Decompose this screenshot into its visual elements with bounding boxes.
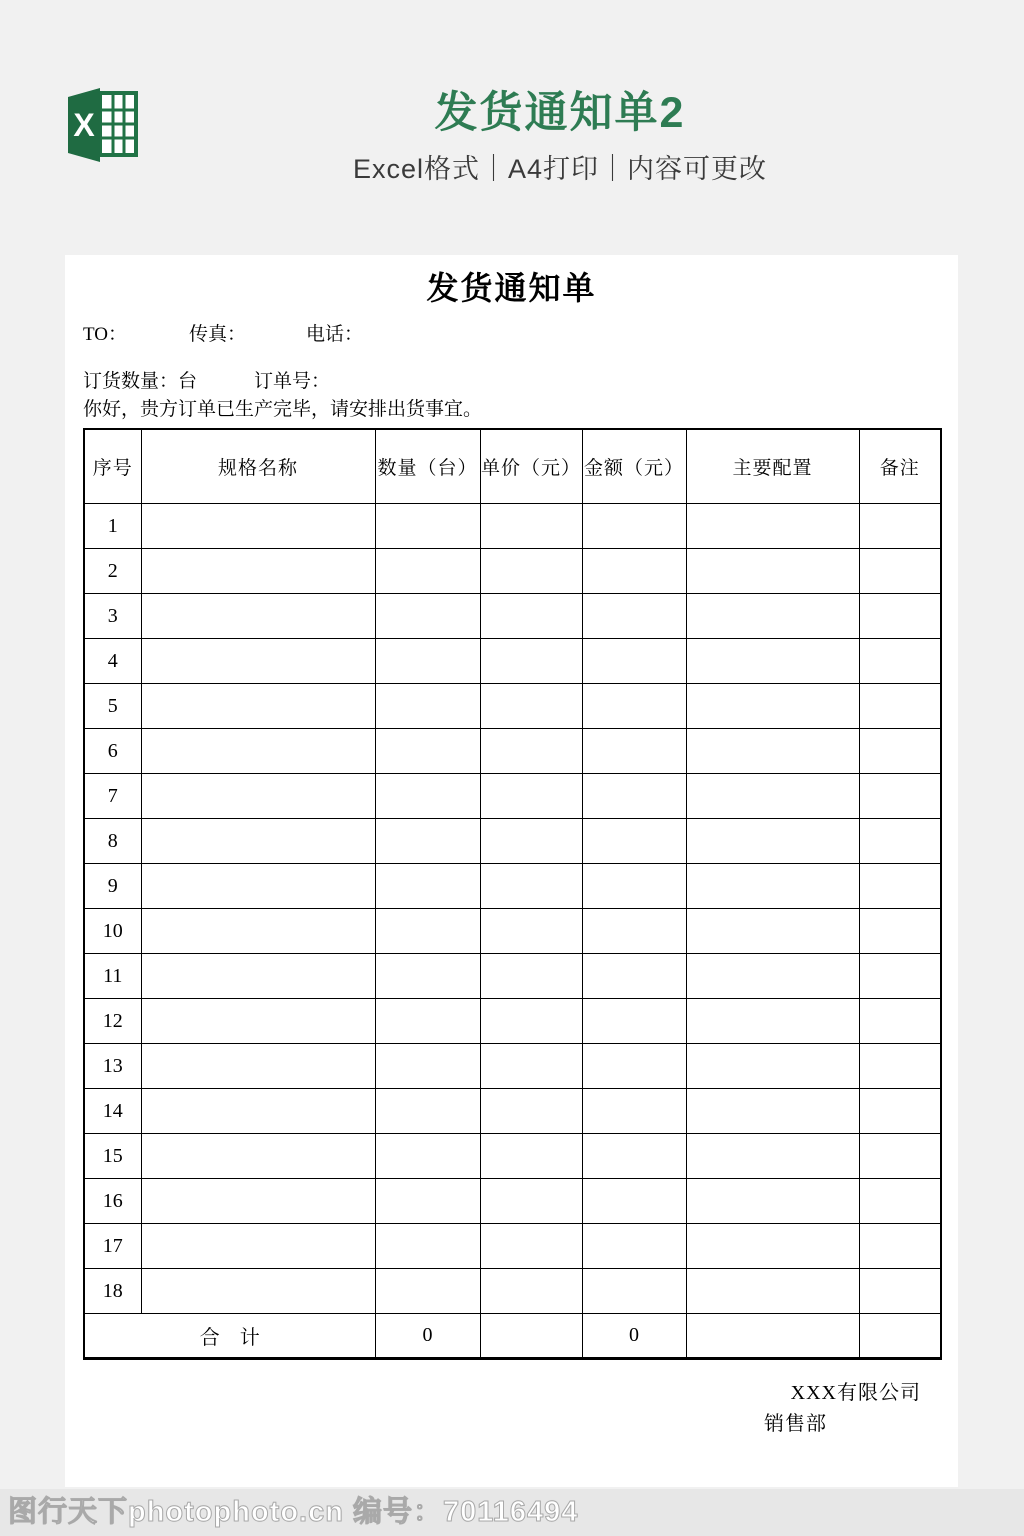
empty-cell [859, 864, 941, 909]
empty-cell [375, 774, 480, 819]
empty-cell [582, 684, 686, 729]
empty-cell [375, 1089, 480, 1134]
table-row [84, 954, 941, 999]
row-number-cell: 16 [84, 1179, 141, 1224]
empty-cell [686, 1134, 859, 1179]
order-quantity-label: 订货数量： [83, 371, 179, 392]
table-header-row [84, 429, 941, 504]
empty-cell [141, 1044, 375, 1089]
empty-cell [582, 909, 686, 954]
empty-cell [859, 1134, 941, 1179]
row-number-cell: 10 [84, 909, 141, 954]
empty-cell [686, 864, 859, 909]
col-header-name: 规格名称 [141, 429, 375, 504]
empty-cell [375, 549, 480, 594]
row-number-cell: 5 [84, 684, 141, 729]
empty-cell [686, 954, 859, 999]
empty-cell [480, 729, 582, 774]
empty-cell [375, 819, 480, 864]
empty-cell [582, 639, 686, 684]
col-header-index: 序号 [84, 429, 141, 504]
order-quantity-unit: 台 [178, 371, 198, 392]
empty-cell [480, 549, 582, 594]
empty-cell [141, 594, 375, 639]
empty-cell [686, 639, 859, 684]
empty-cell [480, 684, 582, 729]
empty-cell [582, 864, 686, 909]
col-header-config: 主要配置 [686, 429, 859, 504]
table-row [84, 729, 941, 774]
table-row [84, 639, 941, 684]
empty-cell [859, 594, 941, 639]
empty-cell [582, 549, 686, 594]
row-number-cell: 13 [84, 1044, 141, 1089]
table-row [84, 1044, 941, 1089]
watermark-text: 图行天下photophoto.cn 编号：70116494 [8, 1496, 579, 1528]
empty-cell [582, 1224, 686, 1269]
row-number-cell: 15 [84, 1134, 141, 1179]
document-panel [65, 255, 958, 1487]
empty-cell [480, 639, 582, 684]
table-row [84, 1224, 941, 1269]
order-line [83, 369, 940, 395]
empty-cell [686, 819, 859, 864]
empty-cell [480, 774, 582, 819]
empty-cell [141, 729, 375, 774]
empty-cell [859, 729, 941, 774]
fax-label: 传真： [188, 324, 246, 345]
empty-cell [859, 684, 941, 729]
document-title: 发货通知单 [426, 270, 597, 306]
empty-cell [859, 504, 941, 549]
empty-cell [582, 729, 686, 774]
empty-cell [859, 1224, 941, 1269]
footer-bar [0, 1489, 1024, 1536]
empty-cell [686, 774, 859, 819]
empty-cell [859, 639, 941, 684]
col-header-price: 单价（元） [480, 429, 582, 504]
empty-cell [859, 1179, 941, 1224]
row-number-cell: 2 [84, 549, 141, 594]
empty-cell [582, 1134, 686, 1179]
empty-cell [480, 864, 582, 909]
promo-title: 发货通知单2 [434, 89, 686, 137]
row-number-cell: 1 [84, 504, 141, 549]
table-row [84, 594, 941, 639]
table-row [84, 1269, 941, 1314]
total-note-cell [859, 1314, 941, 1359]
empty-cell [141, 1269, 375, 1314]
greeting-line: 你好，贵方订单已生产完毕，请安排出货事宜。 [83, 399, 483, 420]
empty-cell [375, 684, 480, 729]
empty-cell [141, 909, 375, 954]
empty-cell [582, 1179, 686, 1224]
empty-cell [859, 1044, 941, 1089]
empty-cell [686, 729, 859, 774]
empty-cell [480, 1089, 582, 1134]
empty-cell [375, 1269, 480, 1314]
empty-cell [582, 1089, 686, 1134]
empty-cell [375, 1134, 480, 1179]
row-number-cell: 11 [84, 954, 141, 999]
empty-cell [375, 954, 480, 999]
row-number-cell: 18 [84, 1269, 141, 1314]
row-number-cell: 7 [84, 774, 141, 819]
empty-cell [686, 909, 859, 954]
empty-cell [582, 504, 686, 549]
excel-logo-icon [64, 84, 142, 166]
table-row [84, 504, 941, 549]
empty-cell [480, 999, 582, 1044]
promo-header [0, 0, 1024, 255]
signature-block [83, 1378, 940, 1440]
empty-cell [582, 954, 686, 999]
empty-cell [582, 1269, 686, 1314]
empty-cell [686, 549, 859, 594]
table-row [84, 999, 941, 1044]
empty-cell [141, 684, 375, 729]
empty-cell [859, 1089, 941, 1134]
empty-cell [375, 1044, 480, 1089]
table-row [84, 864, 941, 909]
empty-cell [686, 1044, 859, 1089]
empty-cell [859, 549, 941, 594]
empty-cell [141, 1134, 375, 1179]
empty-cell [480, 909, 582, 954]
empty-cell [582, 999, 686, 1044]
empty-cell [686, 1224, 859, 1269]
row-number-cell: 3 [84, 594, 141, 639]
empty-cell [480, 1044, 582, 1089]
total-label-cell: 合 计 [84, 1314, 375, 1359]
table-row [84, 1179, 941, 1224]
row-number-cell: 4 [84, 639, 141, 684]
empty-cell [375, 909, 480, 954]
empty-cell [686, 684, 859, 729]
empty-cell [141, 999, 375, 1044]
empty-cell [859, 819, 941, 864]
empty-cell [141, 504, 375, 549]
contact-line [83, 322, 940, 348]
empty-cell [375, 729, 480, 774]
empty-cell [141, 1224, 375, 1269]
empty-cell [141, 954, 375, 999]
empty-cell [859, 1269, 941, 1314]
total-config-cell [686, 1314, 859, 1359]
empty-cell [480, 1224, 582, 1269]
empty-cell [582, 819, 686, 864]
row-number-cell: 17 [84, 1224, 141, 1269]
empty-cell [141, 549, 375, 594]
empty-cell [375, 1179, 480, 1224]
empty-cell [375, 639, 480, 684]
empty-cell [141, 639, 375, 684]
empty-cell [480, 819, 582, 864]
empty-cell [686, 1089, 859, 1134]
empty-cell [141, 1179, 375, 1224]
empty-cell [480, 1269, 582, 1314]
total-unit-price-cell [480, 1314, 582, 1359]
empty-cell [375, 864, 480, 909]
empty-cell [480, 954, 582, 999]
table-row [84, 1089, 941, 1134]
signature-company: XXX有限公司 [790, 1382, 921, 1404]
excel-logo-graphic [64, 84, 142, 166]
total-amount-cell: 0 [582, 1314, 686, 1359]
to-label: TO： [83, 324, 127, 345]
empty-cell [686, 594, 859, 639]
empty-cell [582, 594, 686, 639]
table-row [84, 549, 941, 594]
row-number-cell: 8 [84, 819, 141, 864]
total-quantity-cell: 0 [375, 1314, 480, 1359]
table-row [84, 909, 941, 954]
empty-cell [859, 909, 941, 954]
table-body [84, 504, 941, 1314]
total-row [84, 1314, 941, 1359]
empty-cell [141, 864, 375, 909]
col-header-amount: 金额（元） [582, 429, 686, 504]
row-number-cell: 9 [84, 864, 141, 909]
empty-cell [686, 1179, 859, 1224]
empty-cell [375, 999, 480, 1044]
table-row [84, 819, 941, 864]
signature-department: 销售部 [764, 1413, 827, 1435]
svg-text:X: X [73, 107, 95, 143]
empty-cell [141, 819, 375, 864]
empty-cell [375, 1224, 480, 1269]
col-header-qty: 数量（台） [375, 429, 480, 504]
empty-cell [480, 1179, 582, 1224]
empty-cell [859, 774, 941, 819]
table-row [84, 1134, 941, 1179]
row-number-cell: 6 [84, 729, 141, 774]
empty-cell [480, 594, 582, 639]
empty-cell [141, 1089, 375, 1134]
phone-label: 电话： [306, 324, 364, 345]
table-row [84, 774, 941, 819]
shipping-notice-table [83, 428, 942, 1360]
empty-cell [686, 504, 859, 549]
row-number-cell: 12 [84, 999, 141, 1044]
col-header-note: 备注 [859, 429, 941, 504]
row-number-cell: 14 [84, 1089, 141, 1134]
empty-cell [686, 1269, 859, 1314]
empty-cell [582, 1044, 686, 1089]
empty-cell [375, 594, 480, 639]
empty-cell [686, 999, 859, 1044]
table-row [84, 684, 941, 729]
empty-cell [859, 999, 941, 1044]
empty-cell [859, 954, 941, 999]
empty-cell [141, 774, 375, 819]
empty-cell [375, 504, 480, 549]
empty-cell [480, 504, 582, 549]
empty-cell [480, 1134, 582, 1179]
empty-cell [582, 774, 686, 819]
order-no-label: 订单号： [254, 371, 331, 392]
promo-subtitle: Excel格式｜A4打印｜内容可更改 [352, 154, 768, 184]
